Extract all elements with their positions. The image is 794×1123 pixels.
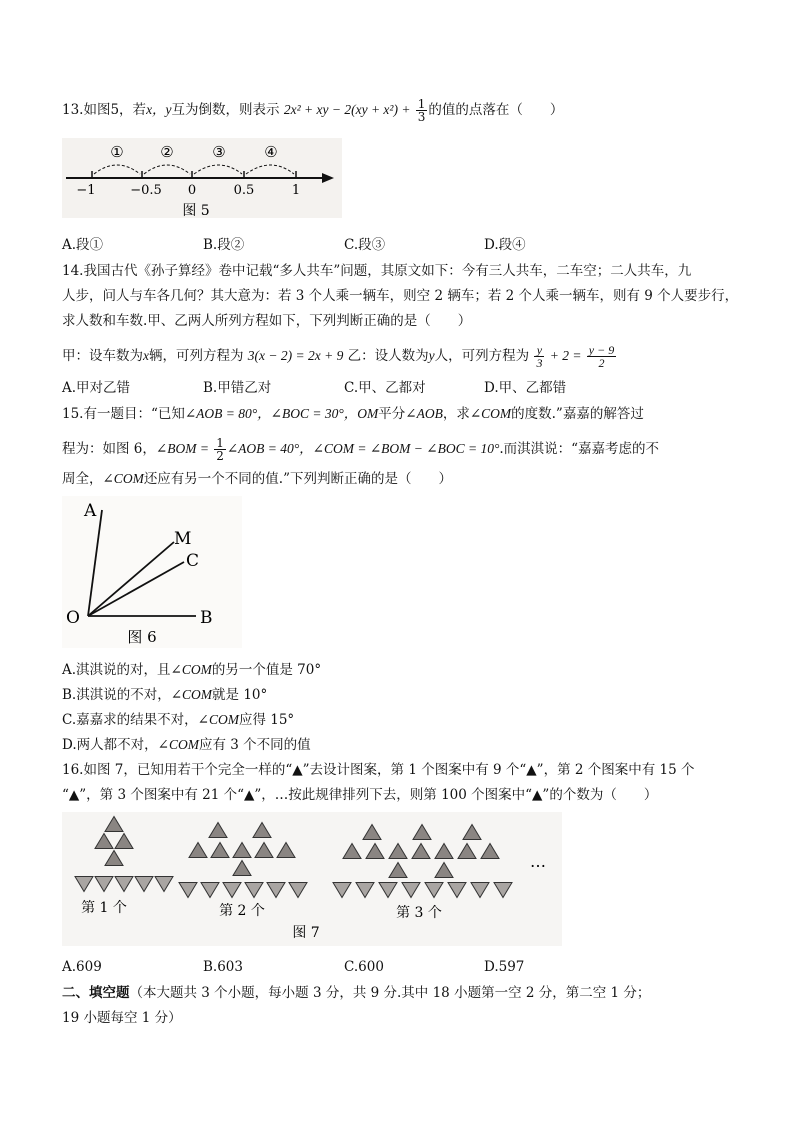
q13-stem-mid: 互为倒数，则表示 [171,102,280,118]
q15-l2-frac-den: 2 [216,449,224,463]
q13-option-b[interactable]: B.段② [203,237,245,253]
q16-option-d[interactable]: D.597 [484,959,525,975]
pattern-ellipsis: … [530,852,546,871]
q15-l2-pre: 程为：如图 6， [62,441,156,457]
section-2-desc-1: （本大题共 3 个小题，每小题 3 分，共 9 分.其中 18 小题第一空 2 分，第二空 1 分； [129,985,651,1001]
q14-yi-f1-den: 3 [536,356,543,370]
section-2-desc-2: 19 小题每空 1 分） [62,1010,182,1026]
q15-l1-math-1: ∠AOB = 80°，∠BOC = 30°，OM [184,406,379,421]
q13-option-c[interactable]: C.段③ [344,237,386,253]
q14-jia-var: x [143,348,149,363]
q16-line-2: “▲”，第 3 个图案中有 21 个“▲”，…按此规律排列下去，则第 100 个图案中“▲”的个数为（ ） [62,787,658,803]
q14-jia-mid: 辆，可列方程为 [149,348,244,364]
point-label-a: A [84,501,97,521]
segment-label-3: ③ [212,143,226,161]
tick-label-neg05: −0.5 [130,183,162,198]
point-label-c: C [186,551,200,571]
q14-yi-fraction-1 [534,344,544,369]
pattern-label-2: 第 2 个 [219,903,265,919]
q16-option-b[interactable]: B.603 [203,959,243,975]
segment-label-2: ② [160,143,174,161]
figure-5-number-line [62,138,342,218]
segment-label-1: ① [110,143,124,161]
tick-label-05: 0.5 [233,183,255,198]
tick-label-0: 0 [187,183,197,198]
q13-stem [62,98,563,123]
q13-stem-pre: 13.如图5，若 [62,102,147,118]
q13-option-d[interactable]: D.段④ [484,237,526,253]
q14-yi-fraction-2 [587,344,616,369]
q15-l2-math-1: ∠BOM = [155,441,209,456]
tick-label-neg1: −1 [76,183,96,198]
q15-opt-d-post: 应有 3 个不同的值 [198,737,311,753]
pattern-label-3: 第 3 个 [396,905,442,921]
q13-frac-den: 3 [417,110,426,124]
q14-option-d[interactable]: D.甲、乙都错 [484,380,567,396]
q13-fraction [416,98,428,123]
q14-line-1: 14.我国古代《孙子算经》卷中记载“多人共车”问题，其原文如下：今有三人共车，二车空；二人共车，九 [62,263,692,279]
figure-6-angle-diagram [62,496,242,648]
q15-l2-frac-num: 1 [216,436,224,450]
q15-l2-math-2: ∠AOB = 40°，∠COM = ∠BOM − ∠BOC = 10° [226,441,500,456]
q15-l1-mid: 平分 [378,406,406,422]
point-label-b: B [200,608,213,628]
q13-vars: x，y [146,102,172,117]
q14-line-2: 人步，问人与车各几何？其大意为：若 3 个人乘一辆车，则空 2 辆车；若 2 个人乘一辆车，则有 9 个人要步行， [62,288,739,304]
figure-5-caption: 图 5 [182,203,210,218]
q13-option-a[interactable]: A.段① [62,237,104,253]
q13-expression: 2x² + xy − 2(xy + x²) + [283,102,411,117]
q13-frac-num: 1 [417,97,426,111]
q15-l1-math-3: ∠COM [469,406,512,421]
q14-line-3: 求人数和车数.甲、乙两人所列方程如下，下列判断正确的是（ ） [62,313,472,329]
q15-opt-d-pre: D.两人都不对， [62,737,158,753]
pattern-label-1: 第 1 个 [81,900,127,916]
q15-opt-a-pre: A.淇淇说的对，且 [62,662,171,678]
q13-stem-post: 的值的点落在（ ） [428,102,564,118]
q15-l1-mid-2: ，求 [442,406,470,422]
q15-opt-d-math: ∠COM [157,737,199,752]
q14-option-a[interactable]: A.甲对乙错 [62,380,131,396]
q14-equations [62,344,617,369]
q14-jia-equation: 3(x − 2) = 2x + 9 [247,348,344,363]
q14-yi-plus: + 2 = [549,348,582,363]
q14-option-b[interactable]: B.甲错乙对 [203,380,272,396]
q15-opt-b-math: ∠COM [170,687,213,702]
q15-option-b[interactable] [62,686,267,704]
q15-l1-math-2: ∠AOB [405,406,443,421]
q15-opt-a-post: 的另一个值是 70° [211,662,322,678]
point-label-m: M [174,529,192,549]
q15-opt-c-math: ∠COM [197,712,239,727]
q15-opt-c-post: 应得 15° [238,712,295,728]
q16-line-1: 16.如图 7，已知用若干个完全一样的“▲”去设计图案，第 1 个图案中有 9 个“▲”，第 2 个图案中有 15 个 [62,762,695,778]
q15-l2-post: .而淇淇说：“嘉嘉考虑的不 [499,441,660,457]
figure-7-triangle-patterns [62,812,562,946]
q14-yi-f2-den: 2 [598,356,605,370]
q15-opt-b-pre: B.淇淇说的不对， [62,687,171,703]
q15-opt-a-math: ∠COM [170,662,212,677]
figure-6-caption: 图 6 [127,628,157,646]
q14-yi-pre: 乙：设人数为 [347,348,429,364]
q14-option-c[interactable]: C.甲、乙都对 [344,380,426,396]
q15-option-c[interactable] [62,711,294,729]
q14-jia-pre: 甲：设车数为 [62,348,143,364]
segment-label-4: ④ [264,143,278,161]
q15-line-3 [62,470,452,488]
q16-option-a[interactable]: A.609 [62,959,102,975]
q14-yi-mid: 人，可列方程为 [434,348,530,364]
q15-l3-math: ∠COM [102,471,144,486]
q15-line-1 [62,405,644,423]
section-2-title: 二、填空题 [62,985,130,1001]
q14-yi-f2-num: y − 9 [588,343,615,357]
section-2-heading [62,984,650,1002]
point-label-o: O [66,608,80,628]
tick-label-1: 1 [291,183,301,198]
q16-option-c[interactable]: C.600 [344,959,384,975]
q15-option-d[interactable] [62,736,311,754]
q15-l3-post: 还应有另一个不同的值.”下列判断正确的是（ ） [143,471,453,487]
figure-7-caption: 图 7 [292,925,320,941]
q15-opt-b-post: 就是 10° [212,687,268,703]
q15-l3-pre: 周全， [62,471,103,487]
q14-yi-var: y [428,348,435,363]
q15-l2-fraction [214,437,226,462]
q15-opt-c-pre: C.嘉嘉求的结果不对， [62,712,198,728]
q15-l1-pre: 15.有一题目：“已知 [62,406,185,422]
q15-line-2 [62,437,659,462]
q15-option-a[interactable] [62,661,321,679]
q14-yi-f1-num: y [534,344,544,357]
q15-l1-post: 的度数.”嘉嘉的解答过 [511,406,644,422]
